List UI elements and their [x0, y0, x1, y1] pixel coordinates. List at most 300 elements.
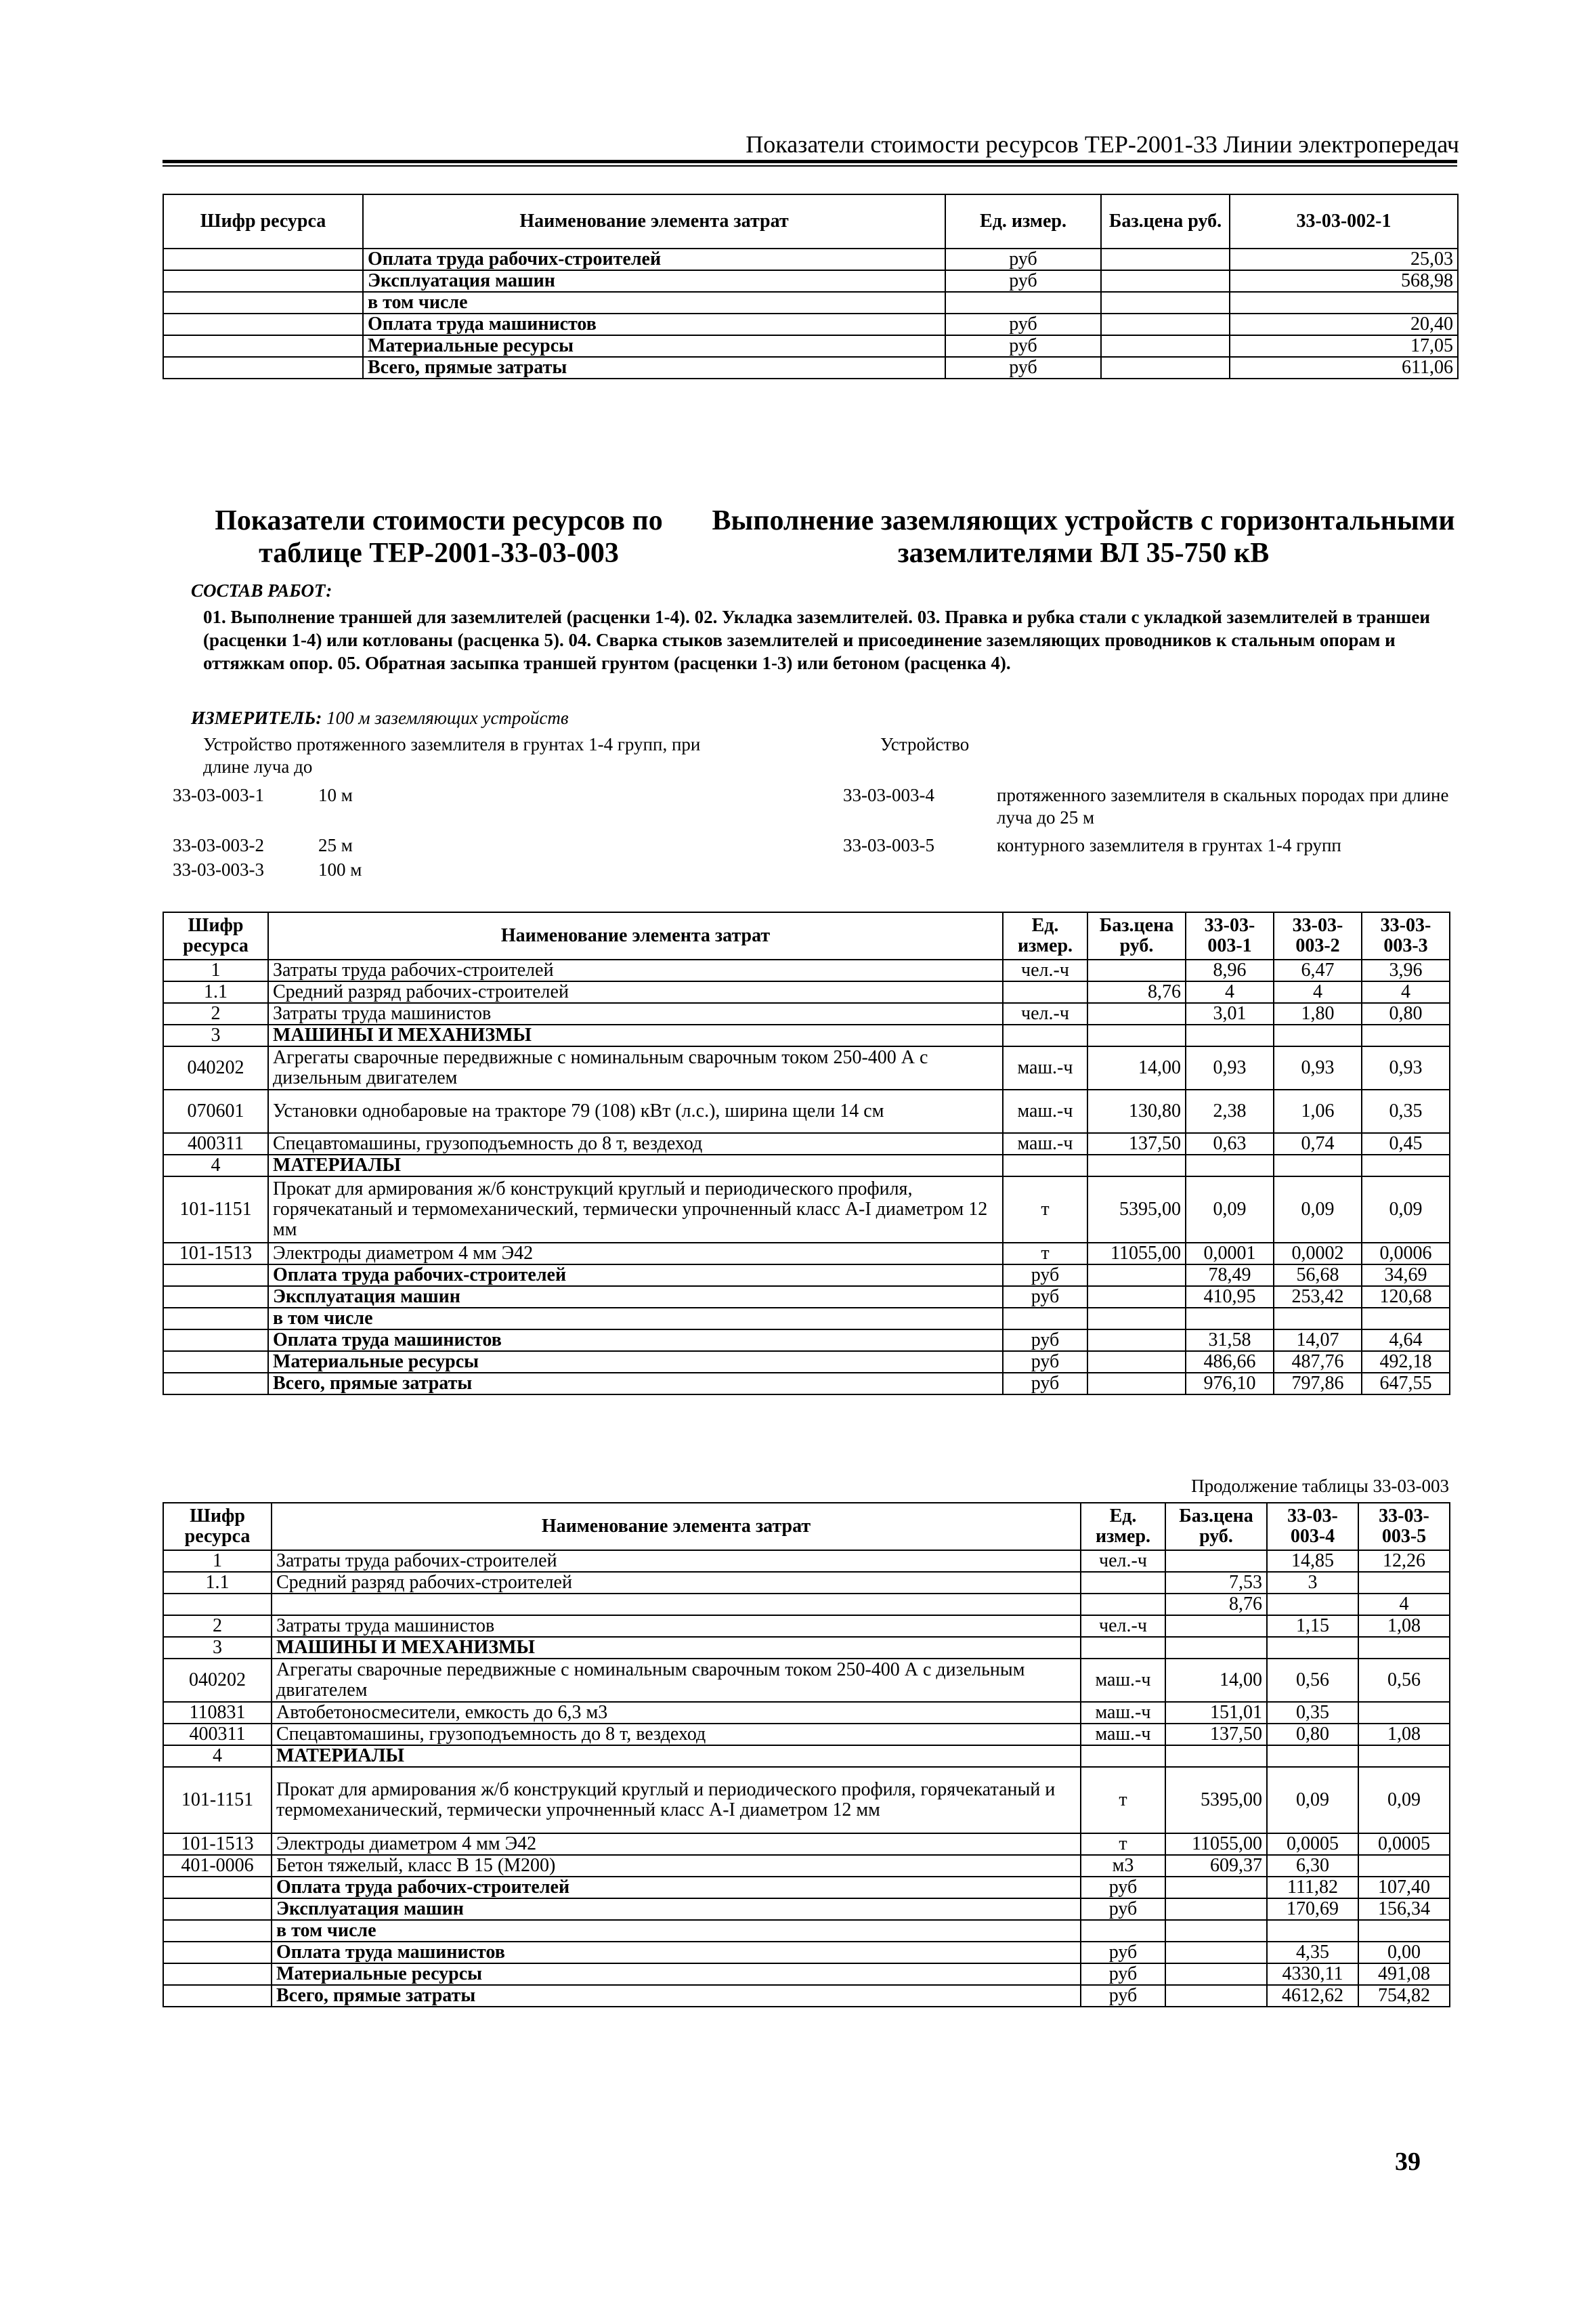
meter — [191, 706, 1410, 729]
table-row — [163, 1046, 1450, 1090]
col-header: Ед. измер. — [1081, 1503, 1165, 1550]
table-cell: Прокат для армирования ж/б конструкций круглый и периодического профиля, горячекатаный и термомеханический, термически упрочненный класс А-I диаметром 12 мм — [272, 1767, 1081, 1833]
table-cell: 609,37 — [1165, 1855, 1267, 1877]
left-head: Устройство протяженного заземлителя в грунтах 1-4 групп, при длине луча до — [203, 734, 701, 777]
table-cell: Эксплуатация машин — [363, 270, 945, 292]
table-cell: 1 — [163, 960, 268, 981]
table-cell: 0,0005 — [1358, 1833, 1450, 1855]
table-cell: 1.1 — [163, 1572, 272, 1594]
table-cell — [1003, 1155, 1087, 1176]
table-cell: 797,86 — [1274, 1373, 1362, 1394]
table-header-row — [163, 194, 1458, 249]
table-cell — [1081, 1594, 1165, 1615]
table-cell: Затраты труда машинистов — [272, 1615, 1081, 1637]
table-cell: 0,0005 — [1267, 1833, 1358, 1855]
table-cell: 0,00 — [1358, 1942, 1450, 1963]
item-code: 33-03-003-4 — [843, 785, 934, 805]
item-code: 33-03-003-5 — [843, 835, 934, 855]
table-cell: 0,93 — [1274, 1046, 1362, 1090]
table-cell — [163, 1985, 272, 2007]
table-cell: Материальные ресурсы — [272, 1963, 1081, 1985]
table-cell: 4330,11 — [1267, 1963, 1358, 1985]
table-cell — [1087, 1351, 1186, 1373]
table-cell: 568,98 — [1230, 270, 1458, 292]
table-cell: т — [1003, 1243, 1087, 1264]
table-cell — [1081, 1920, 1165, 1942]
table-cell: 0,09 — [1358, 1767, 1450, 1833]
work-label: СОСТАВ РАБОТ: — [191, 580, 332, 601]
table-cell: 56,68 — [1274, 1264, 1362, 1286]
header-rule — [163, 160, 1457, 163]
table-cell: 5395,00 — [1087, 1176, 1186, 1243]
table-cell: 137,50 — [1165, 1724, 1267, 1745]
table-cell: маш.-ч — [1081, 1659, 1165, 1702]
table-cell: руб — [1081, 1877, 1165, 1898]
table-cell — [1003, 1025, 1087, 1046]
table-cell — [1362, 1025, 1450, 1046]
page-number: 39 — [1395, 2148, 1421, 2176]
table-row — [163, 1942, 1450, 1963]
table-cell — [1101, 335, 1230, 357]
table-row — [163, 335, 1458, 357]
table-cell: Материальные ресурсы — [363, 335, 945, 357]
table-cell — [1274, 1025, 1362, 1046]
table-row — [163, 981, 1450, 1003]
table-cell — [1165, 1963, 1267, 1985]
table-cell: Бетон тяжелый, класс В 15 (М200) — [272, 1855, 1081, 1877]
table-cell — [1087, 1308, 1186, 1329]
table-cell: 0,63 — [1186, 1133, 1274, 1155]
table-cell — [1165, 1637, 1267, 1659]
table-cell: МАТЕРИАЛЫ — [272, 1745, 1081, 1767]
section-title-left: Показатели стоимости ресурсов по таблице ТЕР-2001-33-03-003 — [215, 505, 663, 569]
table-cell — [1362, 1155, 1450, 1176]
table-cell — [1267, 1594, 1358, 1615]
table-cell — [1081, 1745, 1165, 1767]
table-cell: 111,82 — [1267, 1877, 1358, 1898]
table-cell: 8,96 — [1186, 960, 1274, 981]
table-cell — [1267, 1637, 1358, 1659]
table-cell — [163, 1963, 272, 1985]
table-cell: МАТЕРИАЛЫ — [268, 1155, 1003, 1176]
col-header: 33-03-003-3 — [1362, 912, 1450, 960]
table-cell: 107,40 — [1358, 1877, 1450, 1898]
table-cell: 410,95 — [1186, 1286, 1274, 1308]
table-cell: маш.-ч — [1003, 1090, 1087, 1133]
table-row — [163, 1176, 1450, 1243]
table-cell: 3,96 — [1362, 960, 1450, 981]
table-cell: руб — [945, 270, 1101, 292]
continuation-label: Продолжение таблицы 33-03-003 — [1191, 1476, 1449, 1496]
table-cell — [163, 249, 363, 270]
table-cell — [163, 1920, 272, 1942]
table-cell: 12,26 — [1358, 1550, 1450, 1572]
table-cell: Агрегаты сварочные передвижные с номинальным сварочным током 250-400 А с дизельным двигателем — [268, 1046, 1003, 1090]
table-cell: 611,06 — [1230, 357, 1458, 379]
table-cell: 120,68 — [1362, 1286, 1450, 1308]
table-cell: 070601 — [163, 1090, 268, 1133]
table-cell: руб — [1003, 1373, 1087, 1394]
table-row — [163, 1745, 1450, 1767]
table-cell — [1003, 981, 1087, 1003]
table-cell: 0,56 — [1358, 1659, 1450, 1702]
table-cell: 1,15 — [1267, 1615, 1358, 1637]
table-cell: 4 — [1274, 981, 1362, 1003]
table-cell — [1165, 1615, 1267, 1637]
table-cell: 647,55 — [1362, 1373, 1450, 1394]
table-cell: 0,74 — [1274, 1133, 1362, 1155]
work-text: 01. Выполнение траншей для заземлителей (расценки 1-4). 02. Укладка заземлителей. 03. Правка и рубка стали с укладкой заземлителей в траншеи (расценки 1-4) или котлованы (расценка 5). 04. Сварка стыков заземлителей и присоединение заземляющих проводников к стальным опорам и оттяжкам опор. 05. Обратная засыпка траншей грунтом (расценки 1-3) или бетоном (расценка 4). — [203, 607, 1430, 673]
table-cell — [1274, 1155, 1362, 1176]
col-header: Баз.цена руб. — [1165, 1503, 1267, 1550]
table-cell — [1267, 1920, 1358, 1942]
table-cell: 20,40 — [1230, 314, 1458, 335]
table-33-03-003-part2 — [163, 1502, 1450, 2007]
table-cell: 0,09 — [1274, 1176, 1362, 1243]
table-cell — [163, 1308, 268, 1329]
table-cell: 040202 — [163, 1659, 272, 1702]
table-cell: 101-1513 — [163, 1243, 268, 1264]
table-cell: 0,35 — [1362, 1090, 1450, 1133]
table-cell — [1101, 314, 1230, 335]
table-row — [163, 292, 1458, 314]
table-cell: Всего, прямые затраты — [272, 1985, 1081, 2007]
table-cell: МАШИНЫ И МЕХАНИЗМЫ — [272, 1637, 1081, 1659]
table-cell: Материальные ресурсы — [268, 1351, 1003, 1373]
table-cell: Эксплуатация машин — [268, 1286, 1003, 1308]
table-cell: 6,47 — [1274, 960, 1362, 981]
table-cell: 14,00 — [1165, 1659, 1267, 1702]
table-cell — [1165, 1920, 1267, 1942]
table-row — [163, 1767, 1450, 1833]
table-cell: чел.-ч — [1081, 1550, 1165, 1572]
table-cell: 11055,00 — [1087, 1243, 1186, 1264]
table-cell: т — [1003, 1176, 1087, 1243]
table-cell: 0,09 — [1267, 1767, 1358, 1833]
table-cell: руб — [1081, 1963, 1165, 1985]
table-row — [163, 1243, 1450, 1264]
header-rule-thin — [163, 165, 1457, 167]
table-cell: 25,03 — [1230, 249, 1458, 270]
table-cell: 492,18 — [1362, 1351, 1450, 1373]
table-cell — [1087, 960, 1186, 981]
table-cell: 040202 — [163, 1046, 268, 1090]
table-cell — [1165, 1877, 1267, 1898]
table-cell: 8,76 — [1087, 981, 1186, 1003]
col-header: Шифр ресурса — [163, 194, 363, 249]
table-row — [163, 1833, 1450, 1855]
col-header: Ед. измер. — [945, 194, 1101, 249]
table-cell: 4 — [1362, 981, 1450, 1003]
table-cell — [163, 1877, 272, 1898]
table-cell — [163, 335, 363, 357]
table-cell: Средний разряд рабочих-строителей — [268, 981, 1003, 1003]
col-header: 33-03-003-2 — [1274, 912, 1362, 960]
table-cell — [163, 357, 363, 379]
table-row — [163, 1855, 1450, 1877]
item-text: 25 м — [318, 835, 353, 855]
table-cell: 151,01 — [1165, 1702, 1267, 1724]
page-header: Показатели стоимости ресурсов ТЕР-2001-33 Линии электропередач — [746, 131, 1459, 158]
table-cell: 110831 — [163, 1702, 272, 1724]
table-cell: руб — [1003, 1286, 1087, 1308]
table-cell: Эксплуатация машин — [272, 1898, 1081, 1920]
table-cell: 1 — [163, 1550, 272, 1572]
table-row — [163, 1898, 1450, 1920]
table-cell — [163, 292, 363, 314]
table-cell — [1358, 1920, 1450, 1942]
table-cell — [1101, 270, 1230, 292]
table-row — [163, 1724, 1450, 1745]
table-cell — [1186, 1308, 1274, 1329]
table-cell: руб — [1003, 1264, 1087, 1286]
col-header: Наименование элемента затрат — [272, 1503, 1081, 1550]
table-cell: 156,34 — [1358, 1898, 1450, 1920]
table-cell — [1101, 292, 1230, 314]
table-cell — [1358, 1702, 1450, 1724]
table-cell — [1087, 1264, 1186, 1286]
table-row — [163, 1572, 1450, 1594]
meter-label: ИЗМЕРИТЕЛЬ: — [191, 708, 322, 728]
table-cell: руб — [945, 249, 1101, 270]
table-cell: руб — [1003, 1329, 1087, 1351]
table-cell — [1101, 357, 1230, 379]
item-text: протяженного заземлителя в скальных породах при длине луча до 25 м — [997, 785, 1449, 828]
table-cell — [1087, 1286, 1186, 1308]
table-cell: 101-1151 — [163, 1176, 268, 1243]
table-cell: 2 — [163, 1003, 268, 1025]
item-code: 33-03-003-3 — [173, 859, 264, 880]
table-cell: МАШИНЫ И МЕХАНИЗМЫ — [268, 1025, 1003, 1046]
col-header: 33-03-003-4 — [1267, 1503, 1358, 1550]
table-cell: 0,45 — [1362, 1133, 1450, 1155]
table-cell: руб — [945, 357, 1101, 379]
table-cell — [1165, 1745, 1267, 1767]
table-cell: 976,10 — [1186, 1373, 1274, 1394]
table-row — [163, 1963, 1450, 1985]
table-cell: в том числе — [363, 292, 945, 314]
table-cell: 3 — [163, 1637, 272, 1659]
table-33-03-002 — [163, 194, 1459, 379]
table-cell: Оплата труда рабочих-строителей — [272, 1877, 1081, 1898]
table-cell: 4 — [1358, 1594, 1450, 1615]
table-cell — [1087, 1025, 1186, 1046]
table-cell: м3 — [1081, 1855, 1165, 1877]
table-cell: 130,80 — [1087, 1090, 1186, 1133]
item-text: 10 м — [318, 785, 353, 805]
table-cell: 4612,62 — [1267, 1985, 1358, 2007]
table-row — [163, 1003, 1450, 1025]
table-row — [163, 1329, 1450, 1351]
table-cell: 400311 — [163, 1724, 272, 1745]
table-cell — [1081, 1637, 1165, 1659]
table-cell: 1,08 — [1358, 1724, 1450, 1745]
table-cell: 17,05 — [1230, 335, 1458, 357]
table-cell: чел.-ч — [1003, 960, 1087, 981]
table-cell — [163, 1594, 272, 1615]
table-cell — [163, 1329, 268, 1351]
table-cell — [1165, 1942, 1267, 1963]
table-row — [163, 1025, 1450, 1046]
table-row — [163, 1985, 1450, 2007]
table-cell: 0,93 — [1362, 1046, 1450, 1090]
table-cell: 0,35 — [1267, 1702, 1358, 1724]
table-cell — [1362, 1308, 1450, 1329]
table-cell: Средний разряд рабочих-строителей — [272, 1572, 1081, 1594]
table-cell: Оплата труда рабочих-строителей — [363, 249, 945, 270]
table-row — [163, 960, 1450, 981]
right-head: Устройство — [880, 734, 970, 754]
table-cell: 0,0002 — [1274, 1243, 1362, 1264]
table-33-03-003-part1 — [163, 912, 1450, 1395]
table-row — [163, 1594, 1450, 1615]
table-cell: 4 — [163, 1745, 272, 1767]
work-composition — [191, 579, 1444, 602]
table-cell: т — [1081, 1767, 1165, 1833]
table-row — [163, 1286, 1450, 1308]
table-cell: 137,50 — [1087, 1133, 1186, 1155]
col-header: 33-03-003-1 — [1186, 912, 1274, 960]
table-cell — [1186, 1025, 1274, 1046]
table-cell: руб — [1081, 1898, 1165, 1920]
table-cell — [163, 314, 363, 335]
table-cell: 3,01 — [1186, 1003, 1274, 1025]
table-cell: 31,58 — [1186, 1329, 1274, 1351]
table-cell: 4 — [1186, 981, 1274, 1003]
col-header: 33-03-002-1 — [1230, 194, 1458, 249]
table-cell: маш.-ч — [1081, 1724, 1165, 1745]
table-cell: 0,0001 — [1186, 1243, 1274, 1264]
table-cell — [1186, 1155, 1274, 1176]
table-cell: Автобетоносмесители, емкость до 6,3 м3 — [272, 1702, 1081, 1724]
table-cell: 170,69 — [1267, 1898, 1358, 1920]
table-cell: Оплата труда машинистов — [272, 1942, 1081, 1963]
table-cell — [163, 1942, 272, 1963]
table-cell: 2 — [163, 1615, 272, 1637]
table-row — [163, 1308, 1450, 1329]
table-cell: т — [1081, 1833, 1165, 1855]
table-cell: 5395,00 — [1165, 1767, 1267, 1833]
table-cell — [1087, 1003, 1186, 1025]
table-cell: 487,76 — [1274, 1351, 1362, 1373]
table-cell — [1230, 292, 1458, 314]
table-cell: 8,76 — [1165, 1594, 1267, 1615]
table-cell: 7,53 — [1165, 1572, 1267, 1594]
table-row — [163, 270, 1458, 292]
table-cell: 401-0006 — [163, 1855, 272, 1877]
table-row — [163, 1877, 1450, 1898]
table-cell: руб — [1081, 1942, 1165, 1963]
table-cell: 14,85 — [1267, 1550, 1358, 1572]
table-cell: 14,00 — [1087, 1046, 1186, 1090]
table-cell: 1,80 — [1274, 1003, 1362, 1025]
col-header: Ед. измер. — [1003, 912, 1087, 960]
table-row — [163, 249, 1458, 270]
table-cell: Всего, прямые затраты — [268, 1373, 1003, 1394]
table-cell: Затраты труда машинистов — [268, 1003, 1003, 1025]
table-cell: 486,66 — [1186, 1351, 1274, 1373]
table-cell — [1081, 1572, 1165, 1594]
table-cell: 34,69 — [1362, 1264, 1450, 1286]
table-cell: 78,49 — [1186, 1264, 1274, 1286]
table-cell: Прокат для армирования ж/б конструкций круглый и периодического профиля, горячекатаный и термомеханический, термически упрочненный класс А-I диаметром 12 мм — [268, 1176, 1003, 1243]
table-cell — [163, 1264, 268, 1286]
table-cell: в том числе — [268, 1308, 1003, 1329]
table-row — [163, 1373, 1450, 1394]
table-cell: маш.-ч — [1003, 1046, 1087, 1090]
table-row — [163, 1659, 1450, 1702]
col-header: 33-03-003-5 — [1358, 1503, 1450, 1550]
table-cell: 4,64 — [1362, 1329, 1450, 1351]
table-cell: Всего, прямые затраты — [363, 357, 945, 379]
table-row — [163, 1550, 1450, 1572]
table-cell: 6,30 — [1267, 1855, 1358, 1877]
table-cell: Агрегаты сварочные передвижные с номинальным сварочным током 250-400 А с дизельным двигателем — [272, 1659, 1081, 1702]
col-header: Шифр ресурса — [163, 1503, 272, 1550]
table-row — [163, 314, 1458, 335]
table-cell: 3 — [1267, 1572, 1358, 1594]
table-row — [163, 1615, 1450, 1637]
table-cell — [163, 1373, 268, 1394]
table-cell: Электроды диаметром 4 мм Э42 — [272, 1833, 1081, 1855]
table-row — [163, 1351, 1450, 1373]
table-cell: Затраты труда рабочих-строителей — [268, 960, 1003, 981]
section-title-right: Выполнение заземляющих устройств с горизонтальными заземлителями ВЛ 35-750 кВ — [712, 505, 1455, 569]
table-cell: 0,80 — [1267, 1724, 1358, 1745]
item-code: 33-03-003-2 — [173, 835, 264, 855]
table-cell: Спецавтомашины, грузоподъемность до 8 т, вездеход — [268, 1133, 1003, 1155]
table-row — [163, 1090, 1450, 1133]
item-code: 33-03-003-1 — [173, 785, 264, 805]
table-cell: 101-1513 — [163, 1833, 272, 1855]
table-cell: Спецавтомашины, грузоподъемность до 8 т, вездеход — [272, 1724, 1081, 1745]
table-cell — [1267, 1745, 1358, 1767]
table-cell: 3 — [163, 1025, 268, 1046]
table-cell — [1358, 1855, 1450, 1877]
table-cell: маш.-ч — [1003, 1133, 1087, 1155]
table-cell: чел.-ч — [1003, 1003, 1087, 1025]
table-cell — [1274, 1308, 1362, 1329]
table-cell — [1101, 249, 1230, 270]
col-header: Баз.цена руб. — [1101, 194, 1230, 249]
col-header: Наименование элемента затрат — [268, 912, 1003, 960]
table-cell — [945, 292, 1101, 314]
table-cell: Затраты труда рабочих-строителей — [272, 1550, 1081, 1572]
table-cell: 0,09 — [1362, 1176, 1450, 1243]
col-header: Наименование элемента затрат — [363, 194, 945, 249]
table-cell: маш.-ч — [1081, 1702, 1165, 1724]
table-cell: 2,38 — [1186, 1090, 1274, 1133]
table-cell: 11055,00 — [1165, 1833, 1267, 1855]
table-row — [163, 1155, 1450, 1176]
table-cell — [1165, 1550, 1267, 1572]
table-cell: 0,56 — [1267, 1659, 1358, 1702]
table-cell: 1.1 — [163, 981, 268, 1003]
table-cell: руб — [1003, 1351, 1087, 1373]
table-cell: руб — [1081, 1985, 1165, 2007]
table-cell: 0,0006 — [1362, 1243, 1450, 1264]
table-cell: Оплата труда рабочих-строителей — [268, 1264, 1003, 1286]
col-header: Шифр ресурса — [163, 912, 268, 960]
table-cell: 0,80 — [1362, 1003, 1450, 1025]
table-cell — [163, 270, 363, 292]
table-cell — [163, 1351, 268, 1373]
table-row — [163, 1702, 1450, 1724]
table-cell: 491,08 — [1358, 1963, 1450, 1985]
table-cell: 4 — [163, 1155, 268, 1176]
table-cell: 253,42 — [1274, 1286, 1362, 1308]
table-row — [163, 357, 1458, 379]
